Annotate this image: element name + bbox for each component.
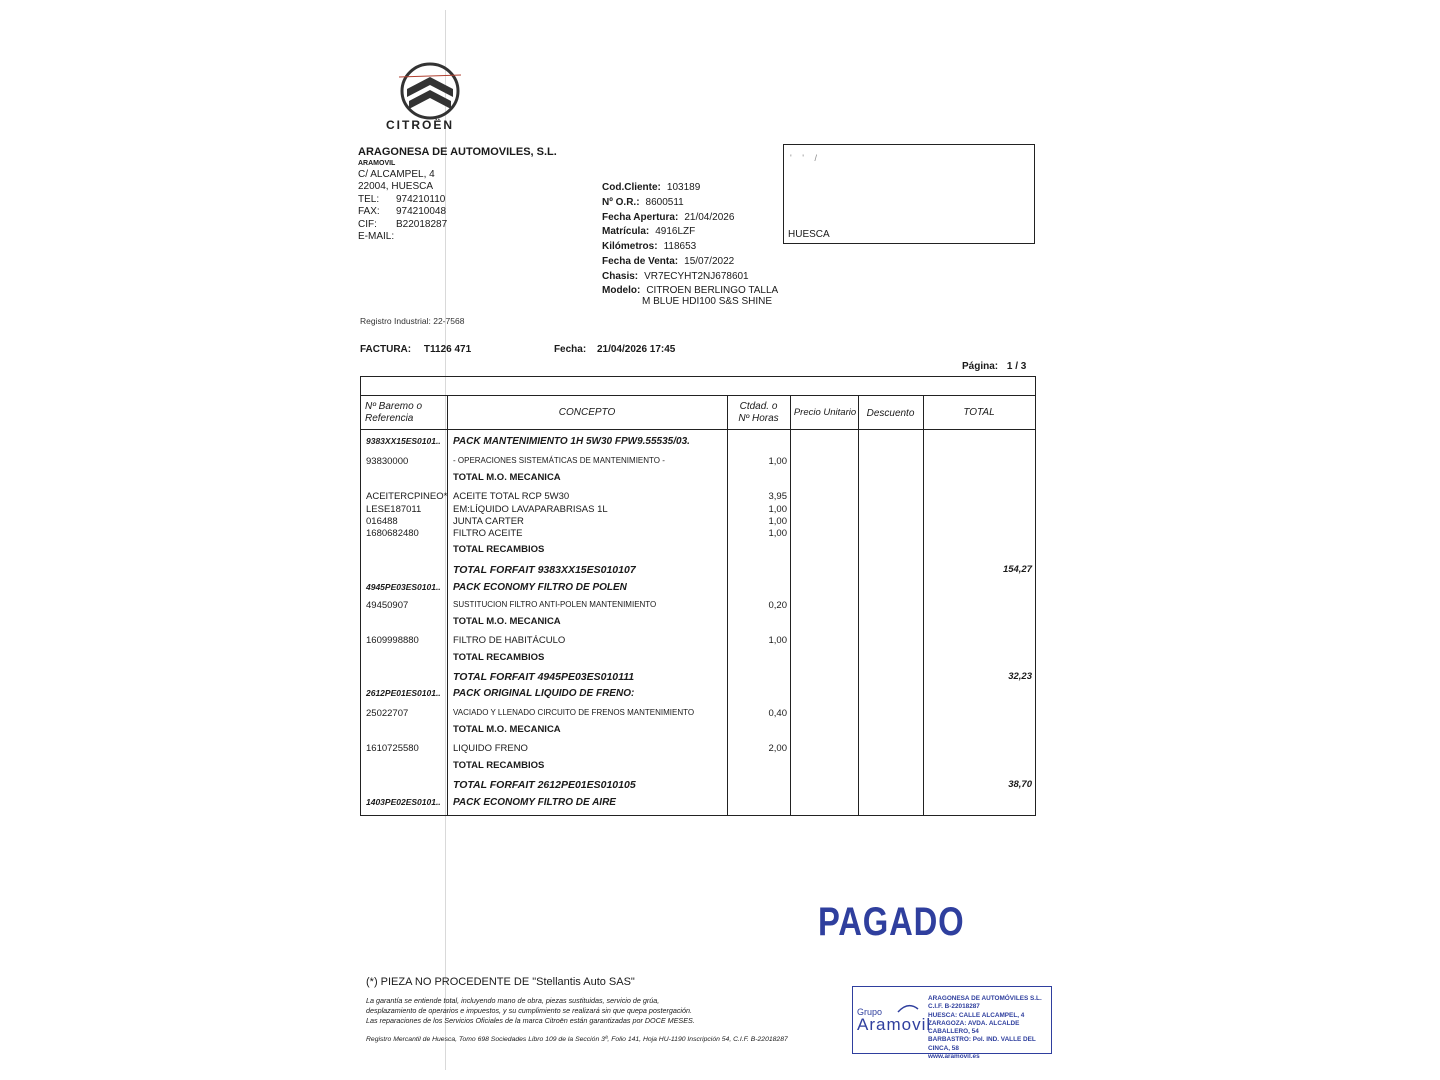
row-desc: PACK MANTENIMIENTO 1H 5W30 FPW9.55535/03. <box>453 436 690 447</box>
row-desc: TOTAL FORFAIT 2612PE01ES010105 <box>453 779 636 791</box>
row-ref: 016488 <box>366 516 398 527</box>
header-cantidad-line-1: Ctdad. o <box>739 401 778 412</box>
fecha-apertura-label: Fecha Apertura: <box>602 211 679 223</box>
customer-city: HUESCA <box>788 229 830 240</box>
table-row <box>361 797 1035 811</box>
km-value: 118653 <box>663 241 697 253</box>
row-qty: 1,00 <box>768 516 787 527</box>
tel-label: TEL: <box>358 193 380 205</box>
row-total: 32,23 <box>1008 671 1032 682</box>
company-short-name: ARAMOVIL <box>358 159 396 167</box>
pagina-label: Página: <box>962 361 999 372</box>
table-row <box>361 760 1035 774</box>
row-qty: 1,00 <box>768 504 787 515</box>
cif-value: B22018287 <box>396 218 448 230</box>
km-label: Kilómetros: <box>602 241 658 253</box>
footer-note: (*) PIEZA NO PROCEDENTE DE "Stellantis Auto SAS" <box>366 976 635 988</box>
row-ref: 1680682480 <box>366 528 419 539</box>
table-row <box>361 544 1035 558</box>
row-qty: 0,40 <box>768 708 787 719</box>
row-qty: 1,00 <box>768 635 787 646</box>
invoice-header <box>360 344 675 355</box>
cif-label: CIF: <box>358 218 377 230</box>
row-desc: TOTAL M.O. MECANICA <box>453 724 561 735</box>
invoice-table <box>360 376 1036 816</box>
table-row <box>361 743 1035 757</box>
table-row <box>361 436 1035 450</box>
factura-number: T1126 471 <box>423 344 472 355</box>
seal-line: ARAGONESA DE AUTOMÓVILES S.L. <box>928 995 1042 1002</box>
seal-line: BARBASTRO: Pol. IND. VALLE DEL CINCA, 58 <box>928 1036 1036 1052</box>
row-desc: FILTRO DE HABITÁCULO <box>453 635 566 646</box>
row-desc: TOTAL FORFAIT 4945PE03ES010111 <box>453 671 635 683</box>
row-ref: ACEITERCPINEO* <box>366 491 448 502</box>
row-ref: 1609998880 <box>366 635 419 646</box>
warranty-line-3: Las reparaciones de los Servicios Oficiales de la marca Citroën están garantizadas por DOCE MESES. <box>366 1016 695 1025</box>
row-ref: 1610725580 <box>366 743 419 754</box>
modelo-value-1: CITROEN BERLINGO TALLA <box>646 284 779 296</box>
matricula-value: 4916LZF <box>655 226 696 238</box>
fecha-apertura-value: 21/04/2026 <box>684 211 735 223</box>
or-value: 8600511 <box>645 196 684 208</box>
header-reference <box>365 401 422 425</box>
table-row <box>361 456 1035 470</box>
row-desc: TOTAL RECAMBIOS <box>453 760 545 771</box>
chasis-value: VR7ECYHT2NJ678601 <box>644 270 749 282</box>
table-row <box>361 688 1035 702</box>
table-row <box>361 491 1035 505</box>
table-top-divider <box>361 395 1035 396</box>
brand-name: CITROËN <box>386 118 454 132</box>
page-indicator <box>962 361 1026 372</box>
seal-line: HUESCA: CALLE ALCAMPEL, 4 <box>928 1011 1025 1019</box>
table-row <box>361 616 1035 630</box>
table-header-divider <box>361 429 1035 430</box>
table-row <box>361 582 1035 596</box>
vehicle-info <box>602 181 778 307</box>
table-row <box>361 528 1035 542</box>
row-ref: 2612PE01ES0101.. <box>366 688 441 698</box>
row-total: 154,27 <box>1002 564 1032 575</box>
fax-value: 974210048 <box>396 206 447 217</box>
warranty-line-1: La garantía se entiende total, incluyendo mano de obra, piezas sustituidas, servicio de grúa, <box>366 996 660 1005</box>
fecha-venta-label: Fecha de Venta: <box>602 255 679 267</box>
fecha-value: 21/04/2026 17:45 <box>596 344 676 355</box>
row-desc: TOTAL RECAMBIOS <box>453 652 545 663</box>
header-descuento: Descuento <box>866 408 915 419</box>
fecha-venta-value: 15/07/2022 <box>684 255 735 267</box>
warranty-text <box>366 996 786 1026</box>
seal-line: C.I.F. B-22018287 <box>928 1003 980 1011</box>
cod-cliente-value: 103189 <box>666 182 701 193</box>
company-address-1: C/ ALCAMPEL, 4 <box>358 168 435 180</box>
table-row <box>361 635 1035 649</box>
pagina-value: 1 / 3 <box>1006 361 1027 372</box>
row-qty: 1,00 <box>768 456 787 467</box>
tel-value: 974210110 <box>396 193 446 205</box>
row-desc: TOTAL RECAMBIOS <box>453 544 545 555</box>
modelo-value-2: M BLUE HDI100 S&S SHINE <box>642 295 773 307</box>
company-block <box>358 146 557 244</box>
row-desc: PACK ECONOMY FILTRO DE POLEN <box>453 582 627 593</box>
cod-cliente-label: Cod.Cliente: <box>602 182 661 193</box>
company-address-2: 22004, HUESCA <box>358 181 434 192</box>
swoosh-icon <box>897 1003 919 1013</box>
row-desc: TOTAL M.O. MECANICA <box>453 616 561 627</box>
row-desc: FILTRO ACEITE <box>453 528 523 539</box>
row-desc: EM:LÍQUIDO LAVAPARABRISAS 1L <box>453 504 608 515</box>
seal-grupo: Grupo <box>857 1007 883 1017</box>
registro-industrial: Registro Industrial: 22-7568 <box>360 316 465 326</box>
row-desc: PACK ORIGINAL LIQUIDO DE FRENO: <box>453 688 635 699</box>
table-row <box>361 652 1035 666</box>
header-precio-unitario: Precio Unitario <box>793 407 857 418</box>
table-row <box>361 564 1035 578</box>
row-desc: PACK ECONOMY FILTRO DE AIRE <box>453 797 616 808</box>
table-row <box>361 472 1035 486</box>
paid-stamp: PAGADO <box>818 900 965 944</box>
company-name: ARAGONESA DE AUTOMOVILES, S.L. <box>358 146 557 158</box>
citroen-logo-icon <box>395 55 465 127</box>
row-desc: VACIADO Y LLENADO CIRCUITO DE FRENOS MANTENIMIENTO <box>453 708 695 717</box>
table-row <box>361 779 1035 793</box>
table-row <box>361 600 1035 614</box>
row-desc: TOTAL M.O. MECANICA <box>453 472 561 483</box>
header-cantidad-line-2: Nº Horas <box>738 413 779 424</box>
row-desc: JUNTA CARTER <box>453 516 524 527</box>
chasis-label: Chasis: <box>602 270 639 282</box>
header-reference-line-1: Nº Baremo o <box>365 401 423 412</box>
row-qty: 2,00 <box>768 743 787 754</box>
customer-address-box <box>783 144 1035 244</box>
seal-line: ZARAGOZA: AVDA. ALCALDE CABALLERO, 54 <box>928 1019 1020 1036</box>
registro-mercantil: Registro Mercantil de Huesca, Tomo 698 Sociedades Libro 109 de la Sección 3ª, Folio 141, Hoja HU-1190 Inscripción 54, C.I.F. B-22018287 <box>366 1036 788 1043</box>
fecha-label: Fecha: <box>553 344 587 355</box>
row-qty: 3,95 <box>768 491 787 502</box>
company-seal <box>852 986 1052 1061</box>
row-ref: 49450907 <box>366 600 409 611</box>
row-desc: SUSTITUCION FILTRO ANTI-POLEN MANTENIMIENTO <box>453 600 657 609</box>
row-ref: 1403PE02ES0101.. <box>366 797 441 807</box>
header-concepto: CONCEPTO <box>558 407 616 418</box>
row-qty: 0,20 <box>768 600 787 611</box>
header-total: TOTAL <box>963 407 995 418</box>
table-row <box>361 708 1035 722</box>
row-desc: LIQUIDO FRENO <box>453 743 528 754</box>
row-qty: 1,00 <box>768 528 787 539</box>
row-ref: 25022707 <box>366 708 409 719</box>
row-ref: 9383XX15ES0101.. <box>366 436 441 446</box>
seal-text <box>928 995 1051 1061</box>
modelo-label: Modelo: <box>602 284 641 296</box>
seal-aramovil: Aramovil <box>857 1015 932 1034</box>
row-ref: LESE187011 <box>366 504 422 515</box>
row-ref: 4945PE03ES0101.. <box>366 582 441 592</box>
email-label: E-MAIL: <box>358 231 395 242</box>
header-reference-line-2: Referencia <box>365 413 414 424</box>
redacted-marks: ' ' / <box>790 153 821 163</box>
or-label: Nº O.R.: <box>602 196 640 208</box>
row-ref: 93830000 <box>366 456 409 467</box>
factura-label: FACTURA: <box>360 344 412 355</box>
matricula-label: Matrícula: <box>602 226 650 238</box>
table-row <box>361 671 1035 685</box>
row-desc: - OPERACIONES SISTEMÁTICAS DE MANTENIMIENTO - <box>453 456 665 465</box>
row-total: 38,70 <box>1008 779 1032 790</box>
warranty-line-2: desplazamiento de operarios e impuestos, y su cumplimiento se realizará sin que quepa postergación. <box>366 1006 693 1015</box>
row-desc: TOTAL FORFAIT 9383XX15ES010107 <box>453 564 636 576</box>
table-row <box>361 724 1035 738</box>
row-desc: ACEITE TOTAL RCP 5W30 <box>453 491 570 502</box>
fax-label: FAX: <box>358 206 380 217</box>
seal-line: www.aramovil.es <box>928 1053 980 1061</box>
header-cantidad <box>727 401 790 425</box>
